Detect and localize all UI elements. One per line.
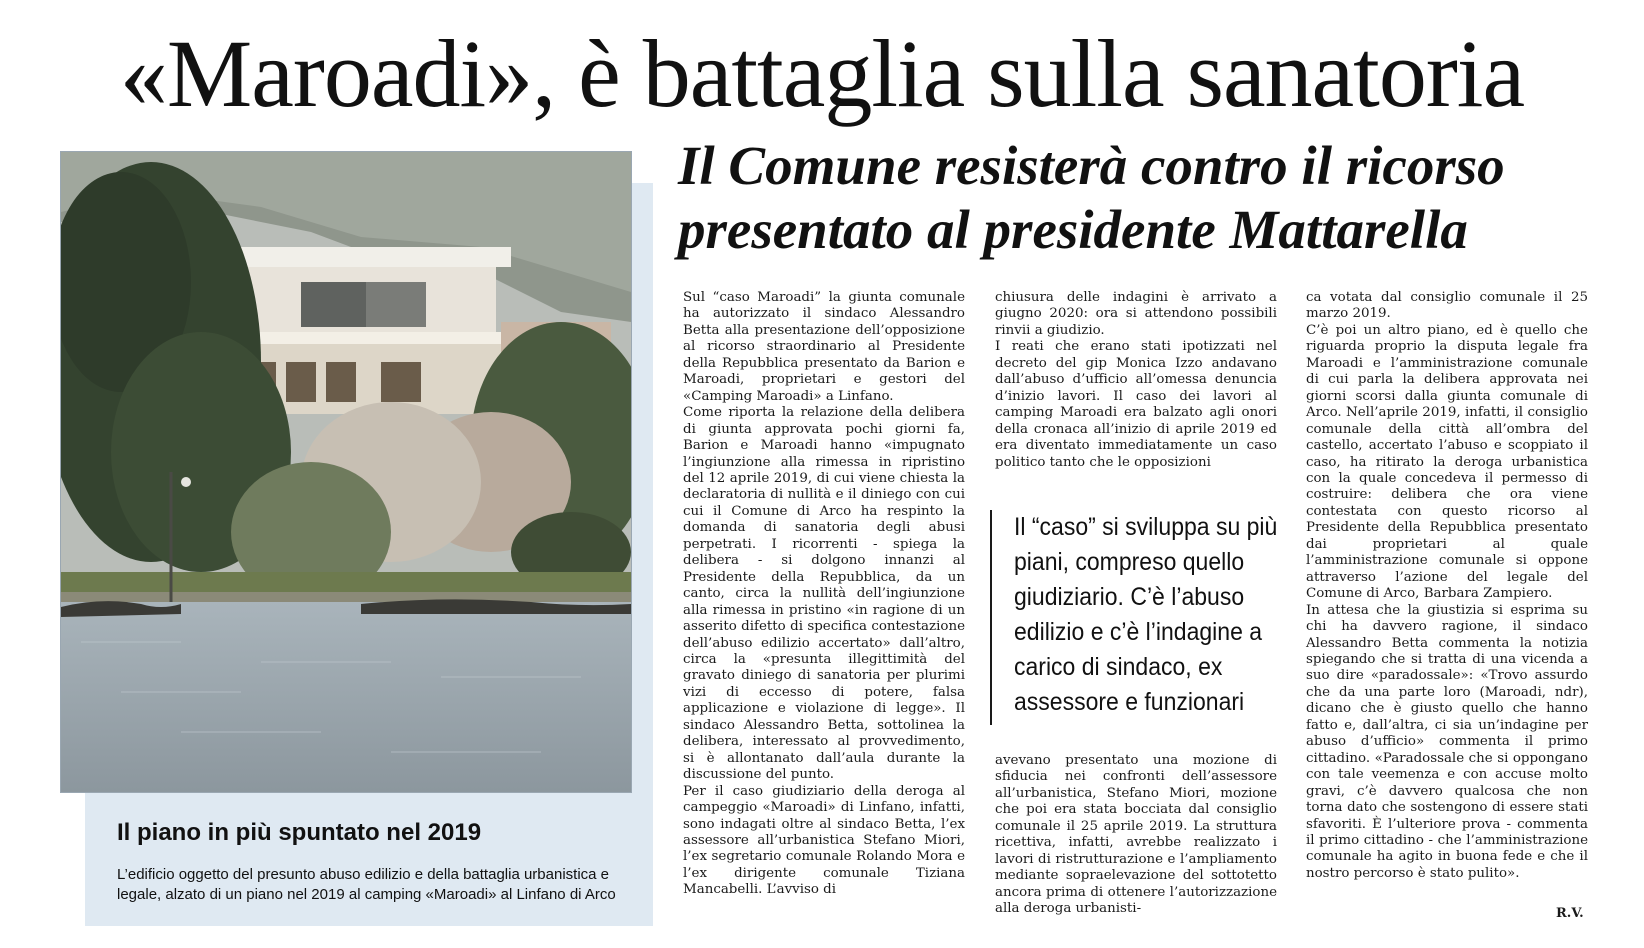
pull-quote-text: Il “caso” si sviluppa su più piani, compreso quello giudiziario. C’è l’abuso edilizio e c’è l’indagine a carico di sindaco, ex assessore e funzionari bbox=[1014, 513, 1278, 716]
photo-caption-title: Il piano in più spuntato nel 2019 bbox=[117, 819, 482, 846]
article-column-2-top bbox=[995, 290, 1277, 471]
subheadline: Il Comune resisterà contro il ricorso presentato al presidente Mattarella bbox=[678, 135, 1505, 260]
paragraph: I reati che erano stati ipotizzati nel decreto del gip Monica Izzo andavano dall’abuso d’ufficio all’omessa denuncia d’inizio lavori. Il caso dei lavori al camping Maroadi era balzato agli onori della cronaca all’inizio di aprile 2019 ed era diventato immediatamente un caso politico tanto che le opposizioni bbox=[995, 339, 1277, 470]
article-column-3 bbox=[1306, 290, 1588, 882]
paragraph: avevano presentato una mozione di sfiducia nei confronti dell’assessore all’urbanistica, Stefano Miori, mozione che poi era stata bocciata dal consiglio comunale il 25 aprile 2019. La struttura ricettiva, infatti, avrebbe realizzato i lavori di ristrutturazione e l’ampliamento mediante sopraelevazione del sottotetto ancora prima di ottenere l’autorizzazione alla deroga urbanisti- bbox=[995, 753, 1277, 917]
article-photo bbox=[60, 151, 632, 793]
paragraph: Come riporta la relazione della delibera di giunta approvata pochi giorni fa, Barion e Maroadi hanno «impugnato l’ingiunzione alla rimessa in ripristino del 12 aprile 2019, di cui viene chiesta la declaratoria di nullità e il diniego con cui cui il Comune di Arco ha respinto la domanda di sanatoria degli abusi perpetrati. I ricorrenti - spiega la delibera - si dolgono innanzi al Presidente della Repubblica, da un canto, circa la nullità dell’ingiunzione alla rimessa in pristino «in ragione di un asserito difetto di specifica contestazione dell’abuso edilizio accertato» dall’altro, circa la «presunta illegittimità del gravato diniego di sanatoria per plurimi vizi di eccesso di potere, falsa applicazione e violazione di legge». Il sindaco Alessandro Betta, sottolinea la delibera, interessato al provvedimento, si è allontanato dall’aula durante la discussione del punto. bbox=[683, 405, 965, 783]
paragraph: In attesa che la giustizia si esprima su chi ha davvero ragione, il sindaco Alessandro Betta commenta la notizia spiegando che si tratta di una vicenda a suo dire «paradossale»: «Trovo assurdo che da una parte loro (Maroadi, ndr), dicano che è giusto quello che hanno fatto e, dall’altra, ci sia un’indagine per abuso d’ufficio» commenta il primo cittadino. «Paradossale che si oppongano con tale veemenza e con accuse molto gravi, c’è davvero qualcosa che non torna dato che sostengono di essere stati sfavoriti. È l’ulteriore prova - commenta il primo cittadino - che l’amministrazione comunale ha agito in buona fede e che il nostro percorso è stato pulito». bbox=[1306, 602, 1588, 881]
pull-quote bbox=[990, 510, 1292, 725]
paragraph: C’è poi un altro piano, ed è quello che riguarda proprio la disputa legale fra Maroadi e l’amministrazione comunale di cui parla la delibera approvata nei giorni scorsi dalla giunta comunale di Arco. Nell’aprile 2019, infatti, il consiglio comunale della città all’ombra del castello, accertato l’abuso e scoppiato il caso, ha ritirato la deroga urbanistica con la quale concedeva il permesso di costruire: delibera che ora viene contestata con questo ricorso al Presidente della Repubblica presentato dai proprietari al quale l’amministrazione comunale si oppone attraverso l’azione del legale del Comune di Arco, Barbara Zampiero. bbox=[1306, 322, 1588, 602]
paragraph: Per il caso giudiziario della deroga al campeggio «Maroadi» di Linfano, infatti, sono indagati oltre al sindaco Betta, l’ex assessore all’urbanistica Stefano Miori, l’ex segretario comunale Rolando Mora e l’ex dirigente comunale Tiziana Mancabelli. L’avviso di bbox=[683, 783, 965, 898]
paragraph: Sul “caso Maroadi” la giunta comunale ha autorizzato il sindaco Alessandro Betta alla presentazione dell’opposizione al ricorso straordinario al Presidente della Repubblica presentato da Barion e Maroadi, proprietari e gestori del «Camping Maroadi» a Linfano. bbox=[683, 290, 965, 404]
headline: «Maroadi», è battaglia sulla sanatoria bbox=[119, 20, 1525, 127]
lakeside-building-photo bbox=[61, 152, 631, 792]
article-column-1 bbox=[683, 290, 965, 899]
paragraph: chiusura delle indagini è arrivato a giugno 2020: ora si attendono possibili rinvii a giudizio. bbox=[995, 290, 1277, 338]
article-column-2-bottom bbox=[995, 753, 1277, 918]
author-signature: R.V. bbox=[1556, 906, 1584, 921]
paragraph: ca votata dal consiglio comunale il 25 marzo 2019. bbox=[1306, 290, 1588, 322]
photo-caption-text: L’edificio oggetto del presunto abuso edilizio e della battaglia urbanistica e legale, alzato di un piano nel 2019 al camping «Maroadi» al Linfano di Arco bbox=[117, 866, 616, 903]
